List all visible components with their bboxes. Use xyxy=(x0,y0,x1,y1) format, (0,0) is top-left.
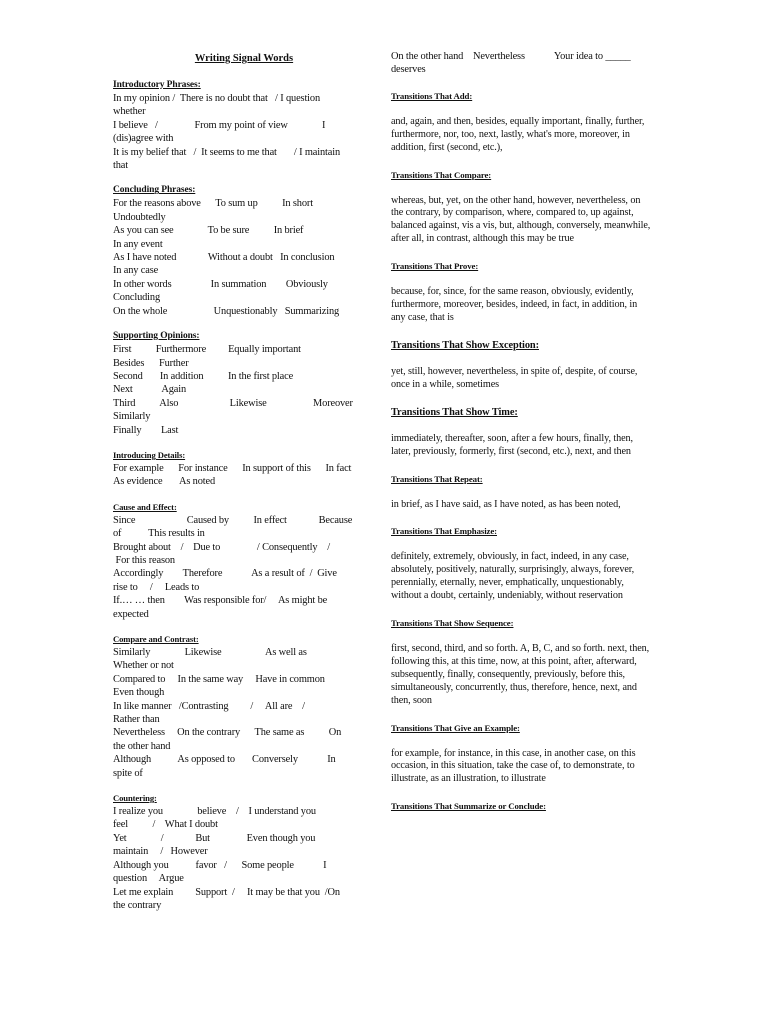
section-countering xyxy=(113,792,375,912)
section-heading: Transitions That Compare: xyxy=(391,169,492,180)
text-line: On the other hand Nevertheless Your idea to _____ xyxy=(391,51,631,62)
section-heading: Supporting Opinions: xyxy=(113,331,200,342)
section-paragraph: in brief, as I have said, as I have noted, as has been noted, xyxy=(391,498,621,510)
text-line: I believe / From my point of view I xyxy=(113,119,326,131)
text-line: In any event xyxy=(113,238,163,250)
section-transitions-example xyxy=(391,722,653,787)
text-line: Rather than xyxy=(113,714,160,726)
section-transitions-add xyxy=(391,90,653,155)
text-line: question Argue xyxy=(113,873,184,885)
section-compare-and-contrast xyxy=(113,633,375,780)
section-paragraph: first, second, third, and so forth. A, B, C, and so forth. next, then, following this, at this time, now, at this point, after, afterward, subsequently, finally, consequently, previously, before this, simultaneously, concurrently, thus, therefore, hence, next, and then, soon xyxy=(391,643,650,706)
text-line: maintain / However xyxy=(113,846,208,858)
text-line: Compared to In the same way Have in common xyxy=(113,673,325,685)
text-line: Even though xyxy=(113,687,165,699)
section-paragraph: whereas, but, yet, on the other hand, however, nevertheless, on the contrary, by comparison, where, compared to, up against, balanced against, vis a vis, but, although, conversely, meanwhile, after all, in contrast, although this may be true xyxy=(391,194,651,245)
text-line: As you can see To be sure In brief xyxy=(113,225,304,237)
text-line: In like manner /Contrasting / All are / xyxy=(113,700,305,712)
text-line: Nevertheless On the contrary The same as On xyxy=(113,727,342,739)
section-paragraph: yet, still, however, nevertheless, in spite of, despite, of course, once in a while, sometimes xyxy=(391,365,638,390)
text-line: Yet / But Even though you xyxy=(113,832,316,844)
section-paragraph: for example, for instance, in this case, in another case, on this occasion, in this situation, take the case of, to demonstrate, to illustrate, as an illustration, to illustrate xyxy=(391,747,636,785)
text-line: In any case xyxy=(113,265,159,277)
text-line: If.… … then Was responsible for/ As might be xyxy=(113,595,328,607)
section-introductory-phrases xyxy=(113,79,375,172)
text-line: Concluding xyxy=(113,292,160,304)
text-line: Next Again xyxy=(113,384,187,396)
section-supporting-opinions xyxy=(113,330,375,437)
text-line: spite of xyxy=(113,767,143,779)
section-heading: Transitions That Show Exception: xyxy=(391,339,539,351)
section-heading: Transitions That Give an Example: xyxy=(391,722,520,733)
section-transitions-emphasize xyxy=(391,525,653,603)
section-heading: Introducing Details: xyxy=(113,449,186,460)
section-paragraph: and, again, and then, besides, equally important, finally, further, furthermore, nor, too, next, lastly, what's more, moreover, in addition, first (second, etc.), xyxy=(391,115,645,153)
section-concluding-phrases xyxy=(113,184,375,318)
text-line: Besides Further xyxy=(113,357,189,369)
text-line: It is my belief that / It seems to me that / I maintain xyxy=(113,146,341,158)
section-heading: Transitions That Add: xyxy=(391,90,473,101)
text-line: Similarly Likewise As well as xyxy=(113,647,307,658)
section-heading: Transitions That Summarize or Conclude: xyxy=(391,801,546,812)
section-heading: Transitions That Prove: xyxy=(391,261,479,272)
section-transitions-repeat xyxy=(391,473,653,512)
section-transitions-time xyxy=(391,406,653,459)
text-line: For this reason xyxy=(113,554,175,566)
text-line: First Furthermore Equally important xyxy=(113,344,301,356)
text-line: Although you favor / Some people I xyxy=(113,859,327,871)
text-line: deserves xyxy=(391,64,426,76)
section-transitions-summarize xyxy=(391,800,653,812)
text-line: On the whole Unquestionably Summarizing xyxy=(113,305,340,317)
section-heading: Transitions That Show Sequence: xyxy=(391,618,514,629)
text-line: Third Also Likewise Moreover xyxy=(113,397,353,409)
section-paragraph: immediately, thereafter, soon, after a few hours, finally, then, later, previously, formerly, first (second, etc.), next, and then xyxy=(391,432,633,457)
text-line: I realize you believe / I understand you xyxy=(113,806,316,818)
section-cause-and-effect xyxy=(113,501,375,621)
text-line: expected xyxy=(113,608,149,620)
text-line: Whether or not xyxy=(113,660,174,672)
section-paragraph: definitely, extremely, obviously, in fact, indeed, in any case, absolutely, positively, naturally, surprisingly, always, forever, perennially, eternally, never, emphatically, unquestionably, without a doubt, certainly, undeniably, without reservation xyxy=(391,551,635,602)
text-line: Brought about / Due to / Consequently / xyxy=(113,541,330,553)
left-column xyxy=(113,50,375,912)
text-line: As evidence As noted xyxy=(113,476,216,488)
text-line: For example For instance In support of this In fact xyxy=(113,462,352,474)
text-line: Second In addition In the first place xyxy=(113,370,294,382)
text-line: (dis)agree with xyxy=(113,133,174,145)
section-heading: Compare and Contrast: xyxy=(113,634,199,644)
section-transitions-prove xyxy=(391,260,653,325)
text-line: Similarly xyxy=(113,411,151,423)
text-line: In my opinion / There is no doubt that / I question xyxy=(113,93,321,104)
text-line: Since Caused by In effect Because xyxy=(113,514,353,526)
section-heading: Concluding Phrases: xyxy=(113,185,196,196)
text-line: feel / What I doubt xyxy=(113,819,218,831)
text-line: that xyxy=(113,160,128,172)
section-heading: Transitions That Show Time: xyxy=(391,406,518,418)
text-line: the other hand xyxy=(113,740,171,752)
section-heading: Countering: xyxy=(113,793,157,804)
section-transitions-compare xyxy=(391,169,653,247)
section-heading: Transitions That Repeat: xyxy=(391,473,483,484)
text-line: In other words In summation Obviously xyxy=(113,278,328,290)
right-column xyxy=(391,50,653,812)
section-transitions-sequence xyxy=(391,617,653,708)
text-line: Although As opposed to Conversely In xyxy=(113,754,336,766)
section-heading: Introductory Phrases: xyxy=(113,80,201,90)
text-line: of This results in xyxy=(113,528,205,540)
text-line: Finally Last xyxy=(113,424,179,436)
section-introducing-details xyxy=(113,449,375,489)
text-line: As I have noted Without a doubt In conclusion xyxy=(113,252,335,264)
text-line: Accordingly Therefore As a result of / Give xyxy=(113,568,337,580)
text-line: Let me explain Support / It may be that you /On xyxy=(113,886,340,898)
text-line: the contrary xyxy=(113,899,162,911)
section-transitions-exception xyxy=(391,339,653,392)
section-heading: Cause and Effect: xyxy=(113,501,177,512)
text-line: Undoubtedly xyxy=(113,211,166,223)
text-line: rise to / Leads to xyxy=(113,581,200,593)
section-heading: Transitions That Emphasize: xyxy=(391,526,497,537)
text-line: For the reasons above To sum up In short xyxy=(113,198,313,210)
text-line: whether xyxy=(113,106,146,118)
document-title: Writing Signal Words xyxy=(194,53,294,64)
section-paragraph: because, for, since, for the same reason, obviously, evidently, furthermore, moreover, besides, indeed, in fact, in addition, in any case, that is xyxy=(391,286,638,323)
